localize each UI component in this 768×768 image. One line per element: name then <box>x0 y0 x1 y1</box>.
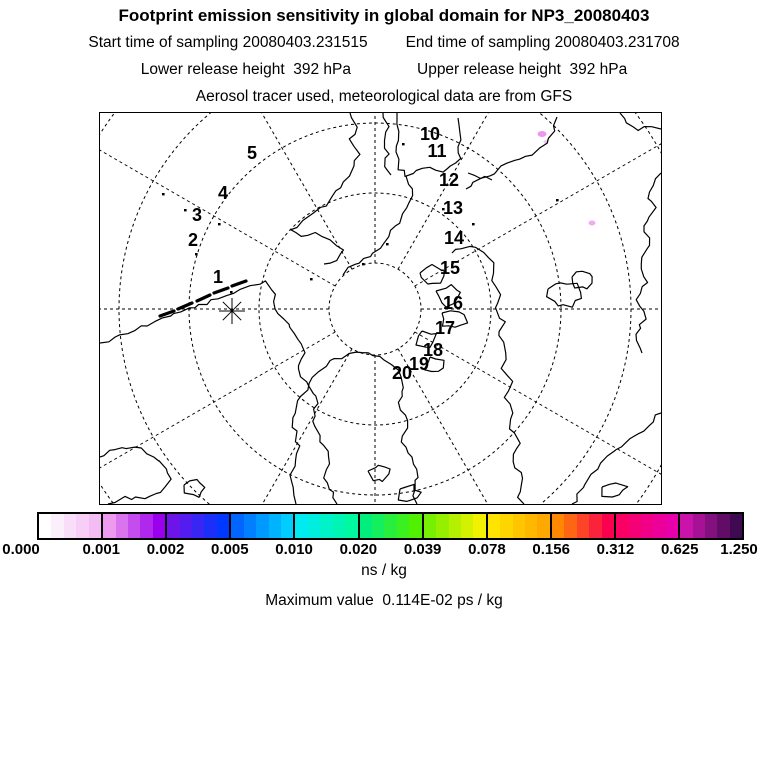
trajectory-point-label: 11 <box>427 141 447 161</box>
colorbar-cell <box>705 514 717 538</box>
colorbar-cell <box>345 514 357 538</box>
colorbar-tick-label: 0.010 <box>275 541 313 558</box>
trajectory-point-label: 4 <box>217 183 229 203</box>
colorbar-cell <box>293 514 307 538</box>
colorbar-cell <box>128 514 140 538</box>
colorbar-cell <box>372 514 384 538</box>
colorbar-cell <box>513 514 525 538</box>
colorbar-cell <box>577 514 589 538</box>
colorbar-cell <box>449 514 461 538</box>
coastline <box>343 176 413 275</box>
island-chain <box>197 295 210 301</box>
colorbar-cell <box>384 514 396 538</box>
colorbar-cell <box>397 514 409 538</box>
colorbar-cell <box>641 514 653 538</box>
trajectory-point-label: 18 <box>422 340 444 360</box>
coastline <box>620 113 661 131</box>
colorbar-cell <box>730 514 742 538</box>
colorbar-cell <box>473 514 485 538</box>
coastline <box>468 117 557 178</box>
colorbar-cell <box>461 514 473 538</box>
colorbar-tick-label: 0.156 <box>532 541 570 558</box>
colorbar-cell <box>666 514 678 538</box>
colorbar-cell <box>244 514 256 538</box>
graticule-meridian <box>150 349 352 504</box>
islet-dot <box>362 263 365 265</box>
colorbar-cell <box>409 514 421 538</box>
graticule-meridian <box>150 113 352 269</box>
colorbar-cell <box>436 514 448 538</box>
trajectory-point-label: 13 <box>442 198 464 218</box>
trajectory-point-label: 1 <box>212 267 224 287</box>
colorbar-cell <box>192 514 204 538</box>
colorbar-tick-label: 0.001 <box>82 541 121 558</box>
islet-dot <box>195 253 198 255</box>
islet-dot <box>386 243 389 245</box>
colorbar-cell <box>550 514 564 538</box>
colorbar-cell <box>358 514 372 538</box>
trajectory-point-label: 17 <box>434 318 456 338</box>
trajectory-point-label: 12 <box>438 170 460 190</box>
coastline <box>368 465 390 481</box>
colorbar-tick-label: 0.625 <box>660 541 699 558</box>
colorbar-tick-label: 0.312 <box>596 541 635 558</box>
coastline <box>100 281 337 504</box>
colorbar-cell <box>204 514 216 538</box>
graticule-meridian <box>100 332 335 504</box>
colorbar-cell <box>229 514 243 538</box>
colorbar-cell <box>89 514 101 538</box>
trajectory-point-label: 2 <box>187 230 199 250</box>
trajectory-point-label: 15 <box>439 258 461 278</box>
trajectory-point-label: 14 <box>443 228 465 248</box>
colorbar-cell <box>153 514 165 538</box>
colorbar-tick-label: 0.020 <box>339 541 378 558</box>
colorbar-tick-label: 0.078 <box>468 541 506 558</box>
coastline <box>572 413 661 504</box>
end-time-label: End time of sampling 20080403.231708 <box>405 34 680 51</box>
colorbar-cell <box>422 514 436 538</box>
colorbar-ticks <box>0 541 768 559</box>
islet-dot <box>310 278 313 280</box>
colorbar-cell <box>39 514 51 538</box>
island-chain <box>232 281 246 286</box>
coastline <box>636 173 661 353</box>
colorbar-cell <box>217 514 229 538</box>
islet-dot <box>162 193 165 195</box>
trajectory-point-label: 5 <box>246 143 258 163</box>
sensitivity-spot <box>589 221 596 226</box>
colorbar-cell <box>500 514 512 538</box>
coastline <box>383 113 391 175</box>
colorbar-cell <box>678 514 692 538</box>
colorbar-cell <box>76 514 88 538</box>
colorbar-cell <box>486 514 500 538</box>
colorbar-cell <box>628 514 640 538</box>
colorbar-tick-label: 0.000 <box>2 541 40 558</box>
page-title: Footprint emission sensitivity in global domain for NP3_20080403 <box>118 6 650 25</box>
graticule-circle <box>329 263 421 355</box>
colorbar-cell <box>140 514 152 538</box>
colorbar-cell <box>101 514 115 538</box>
trajectory-point-label: 20 <box>391 363 413 383</box>
colorbar <box>37 512 744 540</box>
colorbar-tick-label: 0.002 <box>146 541 185 558</box>
colorbar-cell <box>653 514 665 538</box>
max-value-annotation: Maximum value 0.114E-02 ps / kg <box>265 592 503 609</box>
colorbar-cell <box>333 514 345 538</box>
colorbar-cell <box>256 514 268 538</box>
tracer-info-label: Aerosol tracer used, meteorological data are from GFS <box>195 88 573 105</box>
lower-release-label: Lower release height 392 hPa <box>140 61 351 78</box>
colorbar-cell <box>269 514 281 538</box>
colorbar-cell <box>165 514 179 538</box>
colorbar-cell <box>525 514 537 538</box>
colorbar-cell <box>64 514 76 538</box>
coastline <box>184 480 205 498</box>
colorbar-cell <box>564 514 576 538</box>
colorbar-cell <box>693 514 705 538</box>
trajectory-point-label: 3 <box>191 205 203 225</box>
colorbar-cell <box>589 514 601 538</box>
sensitivity-spot <box>538 131 547 137</box>
colorbar-tick-label: 1.250 <box>720 541 758 558</box>
coastline <box>547 283 582 307</box>
start-time-label: Start time of sampling 20080403.231515 <box>88 34 368 51</box>
islet-dot <box>402 143 405 145</box>
colorbar-tick-label: 0.005 <box>211 541 249 558</box>
islet-dot <box>230 291 233 293</box>
map-panel <box>99 112 662 505</box>
release-height-row <box>0 61 768 78</box>
colorbar-cell <box>308 514 320 538</box>
colorbar-cell <box>602 514 614 538</box>
colorbar-tick-label: 0.039 <box>403 541 442 558</box>
coastline <box>602 483 628 497</box>
colorbar-cell <box>116 514 128 538</box>
trajectory-point-label: 16 <box>442 293 464 313</box>
coastline <box>100 447 171 504</box>
trajectory-point-label: 19 <box>408 354 430 374</box>
map-svg <box>100 113 661 504</box>
colorbar-cell <box>717 514 729 538</box>
colorbar-cell <box>614 514 628 538</box>
trajectory-point-label: 10 <box>419 124 441 144</box>
islet-dot <box>556 199 559 201</box>
colorbar-unit: ns / kg <box>361 562 407 579</box>
colorbar-cell <box>51 514 63 538</box>
colorbar-cell <box>320 514 332 538</box>
sampling-time-row <box>0 34 768 51</box>
island-chain <box>214 288 228 293</box>
islet-dot <box>218 223 221 225</box>
coastline <box>291 113 360 264</box>
coastline <box>572 271 592 289</box>
upper-release-label: Upper release height 392 hPa <box>417 61 628 78</box>
islet-dot <box>184 209 187 211</box>
colorbar-cell <box>537 514 549 538</box>
colorbar-cell <box>180 514 192 538</box>
colorbar-cell <box>281 514 293 538</box>
islet-dot <box>472 223 475 225</box>
